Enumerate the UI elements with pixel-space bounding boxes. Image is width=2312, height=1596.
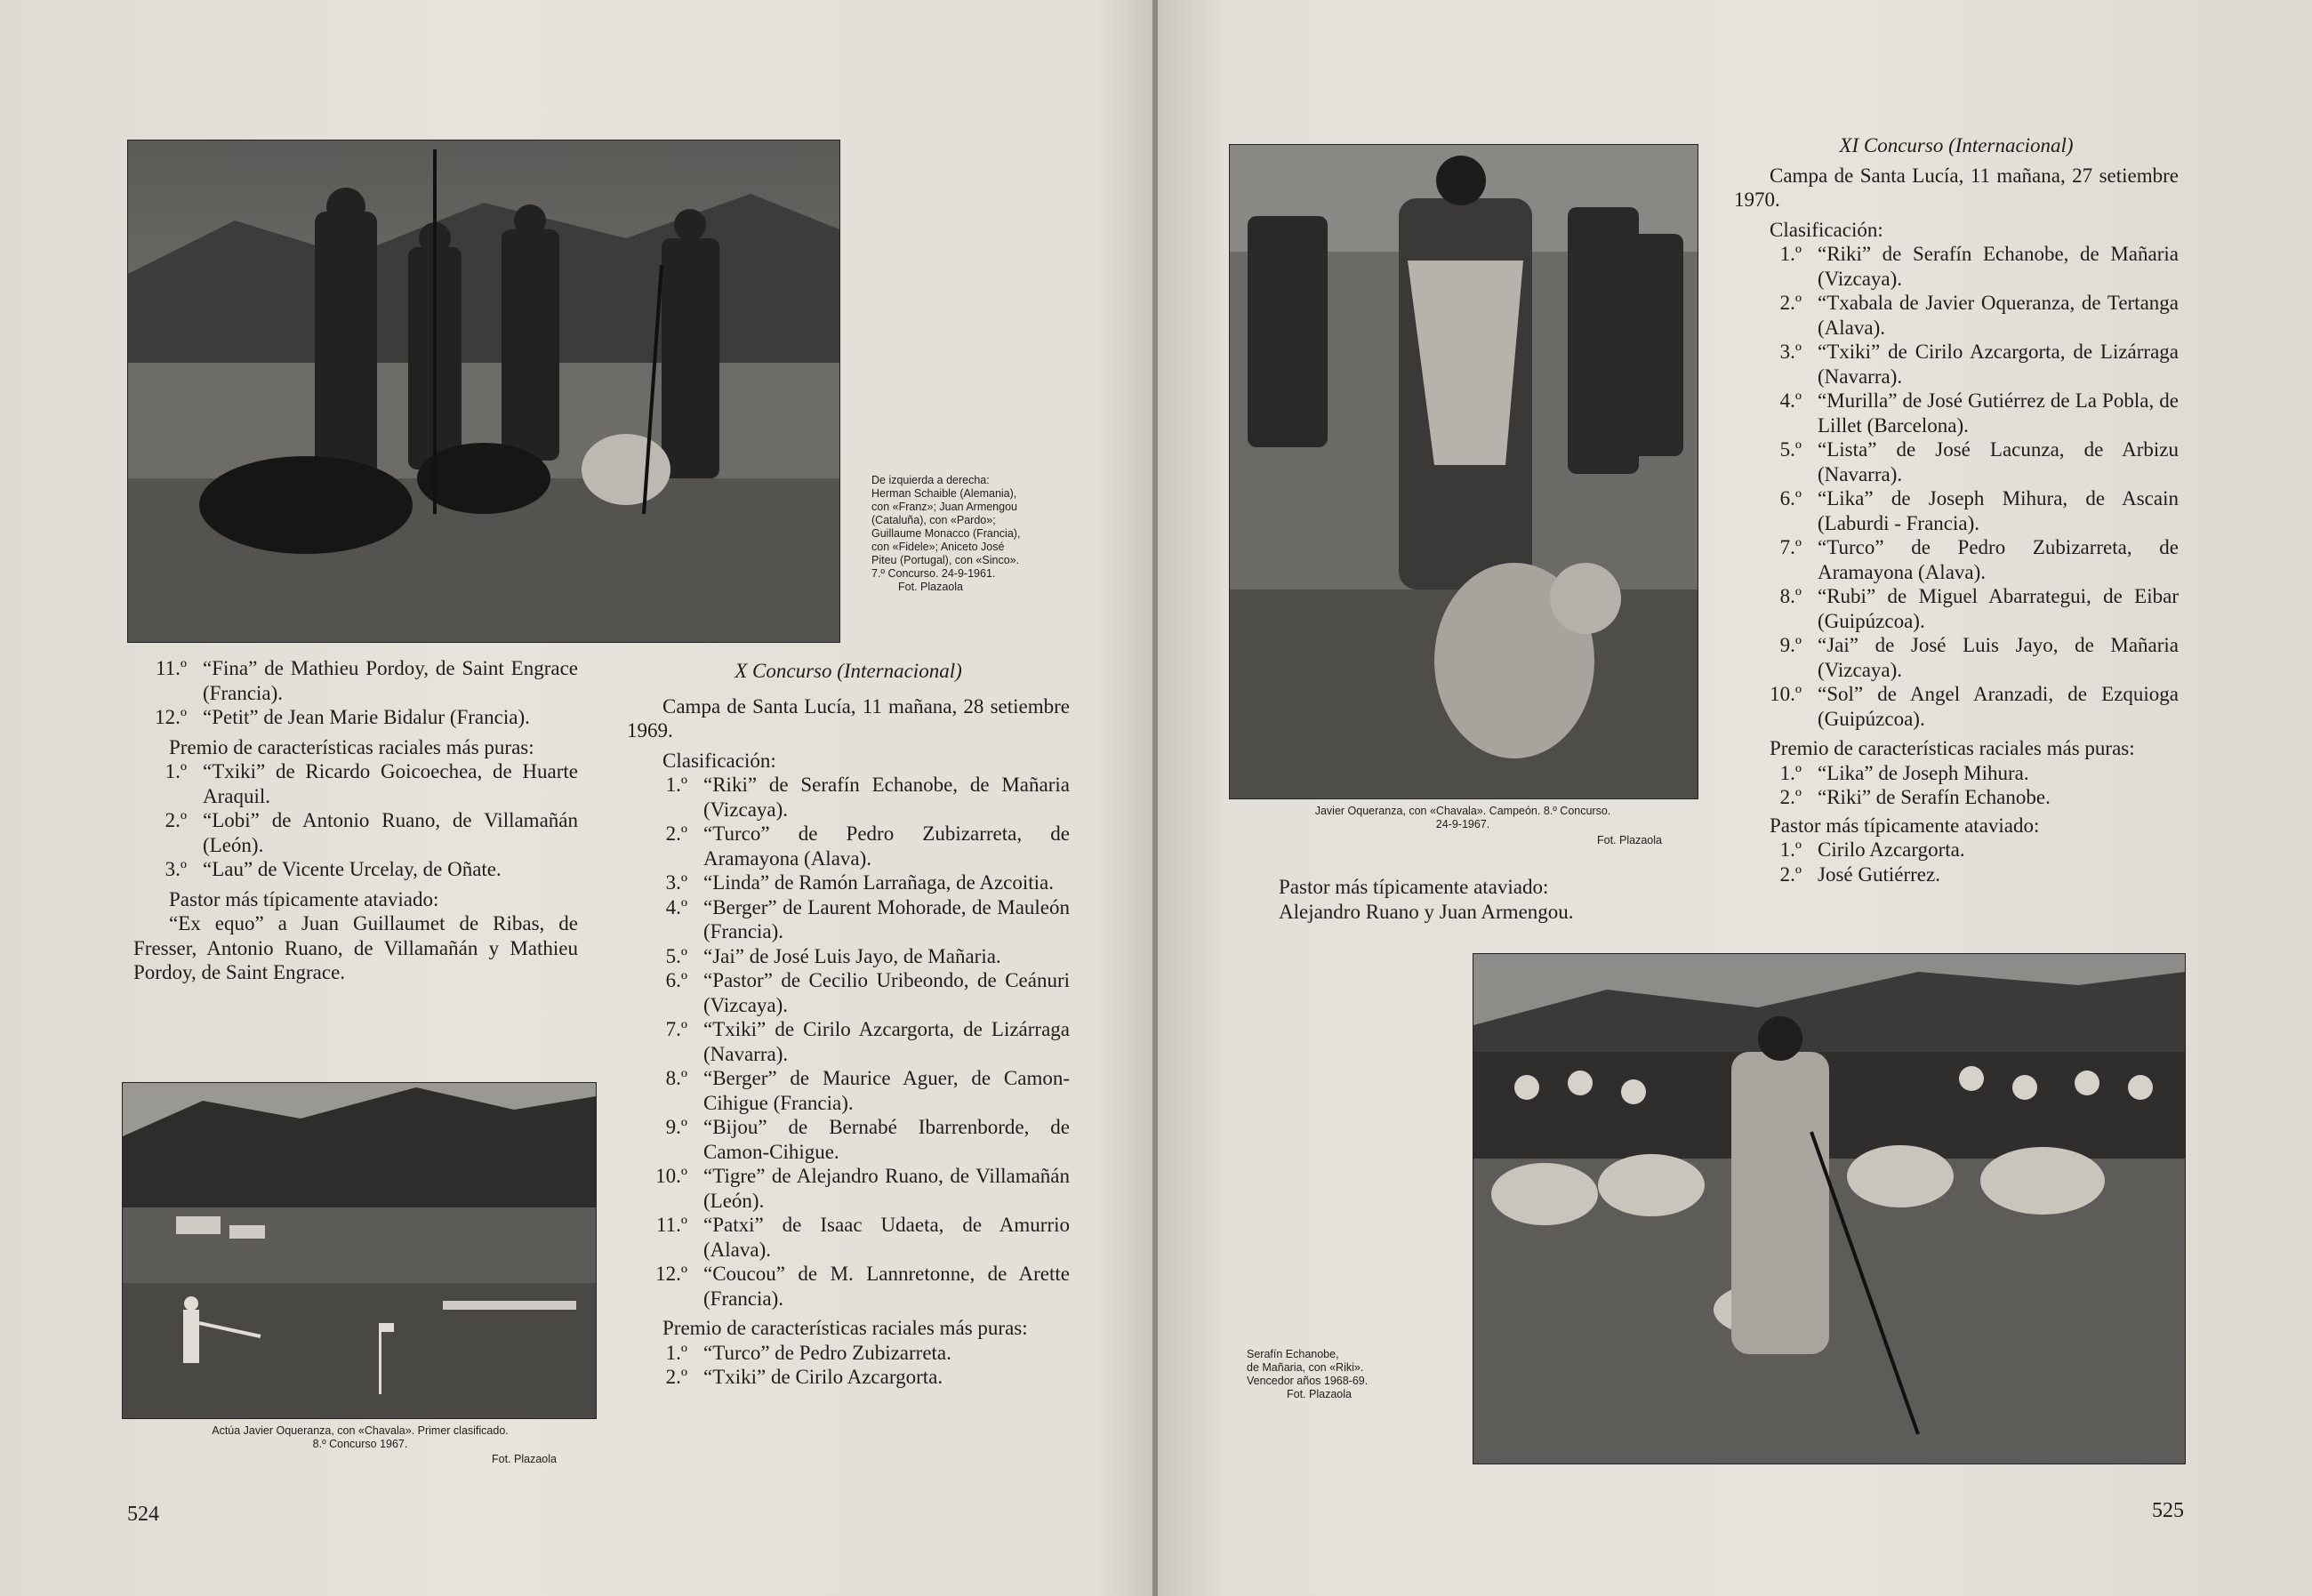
section-heading — [1734, 133, 2179, 158]
item-text: “Riki” de Serafín Echanobe, de Mañaria (Vizcaya). — [703, 774, 1070, 821]
list-item — [627, 870, 1070, 895]
item-text: “Txabala de Javier Oqueranza, de Tertanga (Alava). — [1818, 292, 2179, 339]
premio-list — [1734, 761, 2179, 810]
item-text: “Txiki” de Cirilo Azcargorta, de Lizárraga (Navarra). — [703, 1018, 1070, 1065]
item-text: “Fina” de Mathieu Pordoy, de Saint Engrace (Francia). — [203, 657, 578, 704]
photo2-credit: Fot. Plazaola — [492, 1453, 557, 1465]
item-number: 2.º — [165, 809, 187, 831]
caption-line: Actúa Javier Oqueranza, con «Chavala». Primer clasificado. — [212, 1424, 509, 1437]
premio-list — [627, 1341, 1070, 1390]
item-number: 9.º — [1779, 634, 1802, 656]
heading-subtitle: (Internacional) — [837, 660, 962, 682]
item-number: 2.º — [665, 1366, 687, 1388]
pastor-heading: Pastor más típicamente ataviado: — [1279, 876, 1549, 898]
item-number: 8.º — [665, 1067, 687, 1089]
list-item — [627, 1115, 1070, 1164]
item-number: 1.º — [665, 774, 687, 796]
list-item — [627, 1365, 1070, 1390]
photo-credit: Fot. Plazaola — [898, 581, 963, 593]
item-text: “Txiki” de Cirilo Azcargorta, de Lizárraga (Navarra). — [1818, 341, 2179, 388]
photo3-credit: Fot. Plazaola — [1597, 834, 1662, 846]
caption-line: de Mañaria, con «Riki». — [1247, 1361, 1364, 1374]
list-item — [627, 822, 1070, 870]
item-text: “Bijou” de Bernabé Ibarrenborde, de Camon-Cihigue. — [703, 1116, 1070, 1163]
page-number-right: 525 — [2152, 1499, 2184, 1522]
photo-shepherd-with-sheep — [1473, 953, 2186, 1464]
photo3-caption — [1229, 805, 1697, 831]
item-number: 12.º — [155, 706, 187, 728]
item-text: “Lau” de Vicente Urcelay, de Oñate. — [203, 858, 502, 880]
list-item — [627, 968, 1070, 1017]
caption-line: 7.º Concurso. 24-9-1961. — [871, 567, 996, 580]
left-page-column-1 — [133, 656, 578, 985]
classification-list — [1734, 242, 2179, 731]
item-number: 2.º — [1779, 786, 1802, 808]
item-number: 8.º — [1779, 585, 1802, 607]
item-number: 10.º — [1770, 683, 1802, 705]
item-number: 7.º — [665, 1018, 687, 1040]
item-number: 4.º — [1779, 389, 1802, 412]
list-item — [627, 1262, 1070, 1311]
left-page-column-2 — [627, 659, 1070, 1390]
item-number: 7.º — [1779, 536, 1802, 558]
item-text: “Tigre” de Alejandro Ruano, de Villamañán (León). — [703, 1165, 1070, 1212]
photo2-caption — [124, 1424, 596, 1451]
pastor-heading: Pastor más típicamente ataviado: — [169, 887, 439, 910]
list-item — [627, 895, 1070, 944]
item-text: José Gutiérrez. — [1818, 862, 1940, 886]
premio-heading: Premio de características raciales más puras: — [169, 735, 534, 758]
list-item — [1734, 584, 2179, 633]
caption-line: Herman Schaible (Alemania), — [871, 487, 1017, 500]
caption-line: Serafín Echanobe, — [1247, 1348, 1339, 1360]
caption-line: Javier Oqueranza, con «Chavala». Campeón. 8.º Concurso. — [1314, 805, 1611, 817]
item-number: 9.º — [665, 1116, 687, 1138]
item-text: Cirilo Azcargorta. — [1818, 838, 1965, 861]
right-page — [1158, 0, 2312, 1596]
list-item — [133, 857, 578, 882]
clasificacion-heading: Clasificación: — [1770, 218, 1883, 241]
item-number: 3.º — [665, 871, 687, 894]
caption-line: (Cataluña), con «Pardo»; — [871, 514, 996, 526]
event-place-date: Campa de Santa Lucía, 11 mañana, 28 setiembre 1969. — [627, 694, 1070, 742]
premio-heading: Premio de características raciales más puras: — [1770, 737, 2135, 759]
list-item — [627, 773, 1070, 822]
item-text: “Txiki” de Ricardo Goicoechea, de Huarte Araquil. — [203, 760, 578, 807]
item-number: 2.º — [1779, 862, 1802, 886]
list-item — [1734, 291, 2179, 340]
list-item — [627, 944, 1070, 969]
item-text: “Lika” de Joseph Mihura, de Ascain (Laburdi - Francia). — [1818, 487, 2179, 534]
item-text: “Petit” de Jean Marie Bidalur (Francia). — [203, 706, 530, 728]
item-text: “Riki” de Serafín Echanobe, de Mañaria (Vizcaya). — [1818, 243, 2179, 290]
list-item — [1734, 785, 2179, 810]
item-number: 5.º — [1779, 438, 1802, 461]
list-item — [133, 808, 578, 857]
item-text: “Turco” de Pedro Zubizarreta, de Aramayona (Alava). — [703, 822, 1070, 870]
item-number: 5.º — [665, 944, 687, 967]
list-item — [627, 1164, 1070, 1213]
list-item — [133, 656, 578, 705]
caption-line: con «Franz»; Juan Armengou — [871, 501, 1017, 513]
list-item — [133, 759, 578, 808]
list-item — [133, 705, 578, 730]
item-number: 11.º — [155, 657, 187, 679]
item-number: 3.º — [1779, 341, 1802, 363]
pastor-heading: Pastor más típicamente ataviado: — [1770, 814, 2040, 837]
item-text: “Lobi” de Antonio Ruano, de Villamañán (León). — [203, 809, 578, 856]
list-item — [627, 1017, 1070, 1066]
item-number: 1.º — [1779, 761, 1802, 784]
event-place-date: Campa de Santa Lucía, 11 mañana, 27 setiembre 1970. — [1734, 164, 2179, 211]
item-text: “Lista” de José Lacunza, de Arbizu (Navarra). — [1818, 438, 2179, 485]
list-item — [627, 1066, 1070, 1115]
item-number: 4.º — [665, 895, 687, 918]
item-text: “Linda” de Ramón Larrañaga, de Azcoitia. — [703, 871, 1055, 894]
caption-line: Guillaume Monacco (Francia), — [871, 527, 1021, 540]
heading-subtitle: (Internacional) — [1948, 134, 2074, 156]
caption-line: De izquierda a derecha: — [871, 474, 990, 486]
clasificacion-heading: Clasificación: — [662, 749, 776, 772]
list-item — [627, 1341, 1070, 1366]
photo4-caption — [1247, 1348, 1469, 1401]
item-number: 10.º — [655, 1165, 687, 1187]
item-text: “Murilla” de José Gutiérrez de La Pobla, de Lillet (Barcelona). — [1818, 389, 2179, 437]
item-number: 1.º — [665, 1341, 687, 1364]
item-number: 11.º — [655, 1214, 687, 1236]
classification-list — [627, 773, 1070, 1311]
item-text: “Jai” de José Luis Jayo, de Mañaria (Vizcaya). — [1818, 634, 2179, 681]
list-item — [627, 1213, 1070, 1262]
item-number: 12.º — [655, 1263, 687, 1285]
list-item — [1734, 242, 2179, 291]
item-number: 1.º — [165, 760, 187, 782]
pastor-list — [1734, 838, 2179, 886]
photo-shepherd-crowd — [1229, 144, 1698, 799]
item-number: 1.º — [1779, 243, 1802, 265]
item-number: 2.º — [1779, 292, 1802, 314]
item-text: “Lika” de Joseph Mihura. — [1818, 761, 2029, 784]
item-text: “Txiki” de Cirilo Azcargorta. — [703, 1366, 943, 1388]
list-item — [1734, 633, 2179, 682]
list-item — [1734, 862, 2179, 887]
pastor-text: “Ex equo” a Juan Guillaumet de Ribas, de Fresser, Antonio Ruano, de Villamañán y Mathieu Pordoy, de Saint Engrace. — [133, 912, 578, 983]
photo-credit: Fot. Plazaola — [1287, 1388, 1352, 1400]
pastor-text: Alejandro Ruano y Juan Armengou. — [1279, 900, 1574, 923]
item-text: “Rubi” de Miguel Abarrategui, de Eibar (Guipúzcoa). — [1818, 585, 2179, 632]
caption-line: con «Fidele»; Aniceto José — [871, 541, 1005, 553]
item-text: “Coucou” de M. Lannretonne, de Arette (Francia). — [703, 1263, 1070, 1310]
caption-line: 24-9-1967. — [1435, 818, 1490, 830]
item-text: “Patxi” de Isaac Udaeta, de Amurrio (Alava). — [703, 1214, 1070, 1261]
item-number: 6.º — [1779, 487, 1802, 509]
list-item — [1734, 838, 2179, 862]
list-item — [1734, 682, 2179, 731]
item-number: 3.º — [165, 858, 187, 880]
list-item — [1734, 437, 2179, 486]
item-text: “Berger” de Maurice Aguer, de Camon-Cihigue (Francia). — [703, 1067, 1070, 1114]
item-text: “Turco” de Pedro Zubizarreta. — [703, 1341, 951, 1364]
heading-title: XI Concurso — [1839, 134, 1944, 156]
item-number: 2.º — [665, 822, 687, 845]
heading-title: X Concurso — [735, 660, 832, 682]
left-page — [0, 0, 1154, 1596]
right-page-column — [1734, 133, 2179, 886]
list-item — [1734, 340, 2179, 389]
item-text: “Jai” de José Luis Jayo, de Mañaria. — [703, 944, 1001, 967]
photo1-caption — [871, 474, 1076, 594]
item-text: “Berger” de Laurent Mohorade, de Mauleón (Francia). — [703, 895, 1070, 942]
premio-heading: Premio de características raciales más puras: — [662, 1317, 1028, 1339]
item-number: 1.º — [1779, 838, 1802, 861]
item-text: “Pastor” de Cecilio Uribeondo, de Ceánuri (Vizcaya). — [703, 969, 1070, 1016]
item-text: “Sol” de Angel Aranzadi, de Ezquioga (Guipúzcoa). — [1818, 683, 2179, 730]
caption-line: Vencedor años 1968-69. — [1247, 1375, 1369, 1387]
caption-line: Piteu (Portugal), con «Sinco». — [871, 554, 1020, 566]
photo-field-landscape — [122, 1082, 597, 1419]
caption-line: 8.º Concurso 1967. — [312, 1438, 408, 1450]
page-number-left: 524 — [127, 1503, 159, 1526]
photo-shepherds-with-dogs — [127, 140, 840, 643]
list-item — [1734, 389, 2179, 437]
list-item — [1734, 486, 2179, 535]
right-page-pastor-block — [1279, 875, 1706, 924]
item-text: “Turco” de Pedro Zubizarreta, de Aramayona (Alava). — [1818, 536, 2179, 583]
list-item — [1734, 535, 2179, 584]
item-number: 6.º — [665, 969, 687, 991]
section-heading — [627, 659, 1070, 684]
list-item — [1734, 761, 2179, 786]
item-text: “Riki” de Serafín Echanobe. — [1818, 786, 2051, 808]
